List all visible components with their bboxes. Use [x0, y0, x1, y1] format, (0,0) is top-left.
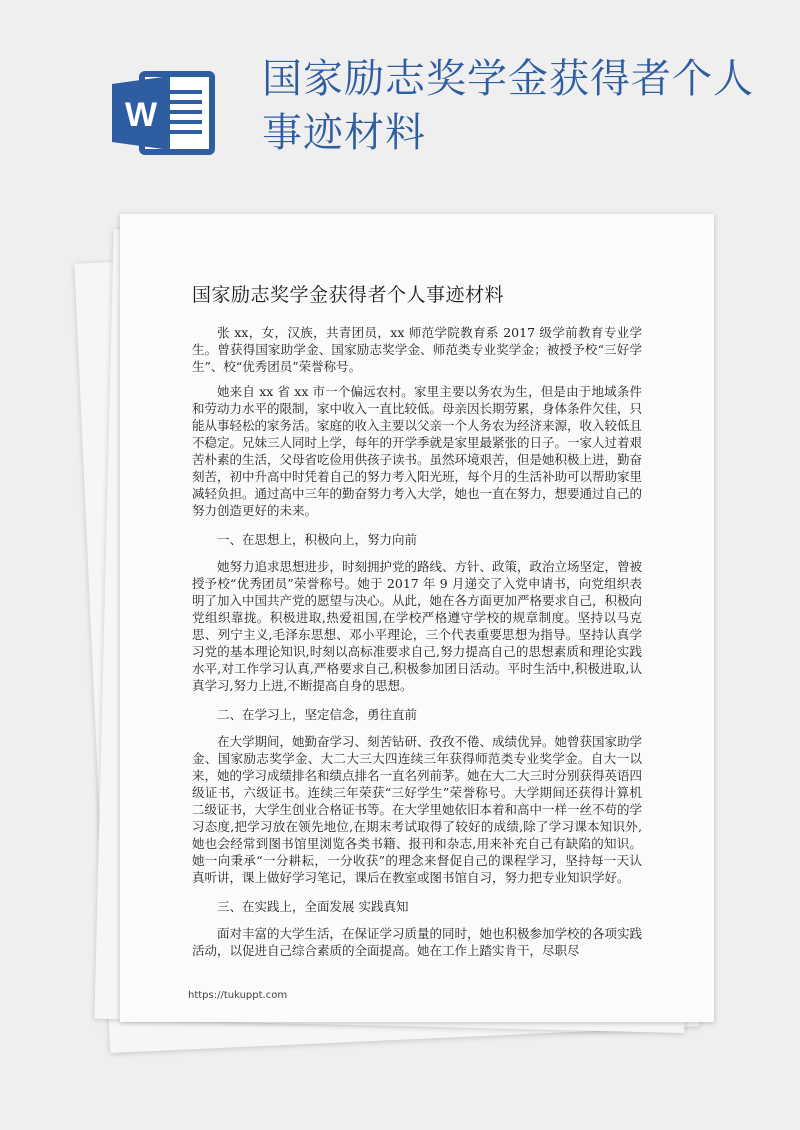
section-heading-thought: 一、在思想上，积极向上，努力向前 [217, 532, 418, 547]
paragraph-practice: 面对丰富的大学生活，在保证学习质量的同时，她也积极参加学校的各项实践活动，以促进自己综合素质的全面提高。她在工作上踏实肯干，尽职尽 [192, 926, 643, 958]
document-body [192, 324, 642, 967]
paragraph-thought: 她努力追求思想进步，时刻拥护党的路线、方针、政策，政治立场坚定，曾被授予校“优秀团员”荣誉称号。她于 2017 年 9 月递交了入党申请书，向党组织表明了加入中国共产党的愿望与决心。从此，她在各方面更加严格要求自己，积极向党组织靠拢。积极进取,热爱祖国,在学校严格遵守学校的规章制度。坚持以马克思、列宁主义,毛泽东思想、邓小平理论，三个代表重要思想为指导。坚持认真学习党的基本理论知识,时刻以高标准要求自己,努力提高自己的思想素质和理论实践水平,对工作学习认真,严格要求自己,积极参加团日活动。平时生活中,积极进取,认真学习,努力上进,不断提高自身的思想。 [192, 559, 643, 693]
section-heading-study: 二、在学习上，坚定信念，勇往直前 [217, 707, 418, 722]
paragraph-study: 在大学期间，她勤奋学习、刻苦钻研、孜孜不倦、成绩优异。她曾获国家助学金、国家励志奖学金、大二大三大四连续三年获得师范类专业奖学金。自大一以来，她的学习成绩排名和绩点排名一直名列前茅。她在大二大三时分别获得英语四级证书，六级证书。连续三年荣获“三好学生”荣誉称号。大学期间还获得计算机二级证书，大学生创业合格证书等。在大学里她依旧本着和高中一样一丝不苟的学习态度,把学习放在领先地位,在期末考试取得了较好的成绩,除了学习课本知识外,她也会经常到图书馆里浏览各类书籍、报刊和杂志,用来补充自己有缺陷的知识。她一向秉承“一分耕耘，一分收获”的理念来督促自己的课程学习，坚持每一天认真听讲，课上做好学习笔记，课后在教室或图书馆自习，努力把专业知识学好。 [192, 734, 643, 885]
paragraph-family: 她来自 xx 省 xx 市一个偏远农村。家里主要以务农为生，但是由于地域条件和劳动力水平的限制，家中收入一直比较低。母亲因长期劳累，身体条件欠佳，只能从事轻松的家务活。家庭的收入主要以父亲一个人务农为经济来源，收入较低且不稳定。兄妹三人同时上学，每年的开学季就是家里最紧张的日子。一家人过着艰苦朴素的生活，父母省吃俭用供孩子读书。虽然环境艰苦，但是她积极上进，勤奋刻苦，初中升高中时凭着自己的努力考入阳光班，每个月的生活补助可以帮助家里减轻负担。通过高中三年的勤奋努力考入大学，她也一直在努力，想要通过自己的努力创造更好的未来。 [192, 384, 643, 518]
word-icon-letter: W [124, 96, 158, 134]
banner-title: 国家励志奖学金获得者个人事迹材料 [262, 56, 754, 156]
paragraph-intro: 张 xx，女，汉族，共青团员，xx 师范学院教育系 2017 级学前教育专业学生。曾获得国家助学金、国家励志奖学金、师范类专业奖学金；被授予校“三好学生”、校“优秀团员”荣誉称号。 [192, 325, 642, 374]
document-page [120, 214, 714, 1022]
document-title: 国家励志奖学金获得者个人事迹材料 [192, 284, 505, 306]
section-heading-practice: 三、在实践上，全面发展 实践真知 [217, 899, 409, 914]
footer-url[interactable]: https://tukuppt.com [188, 990, 288, 1001]
word-document-icon [108, 70, 220, 156]
